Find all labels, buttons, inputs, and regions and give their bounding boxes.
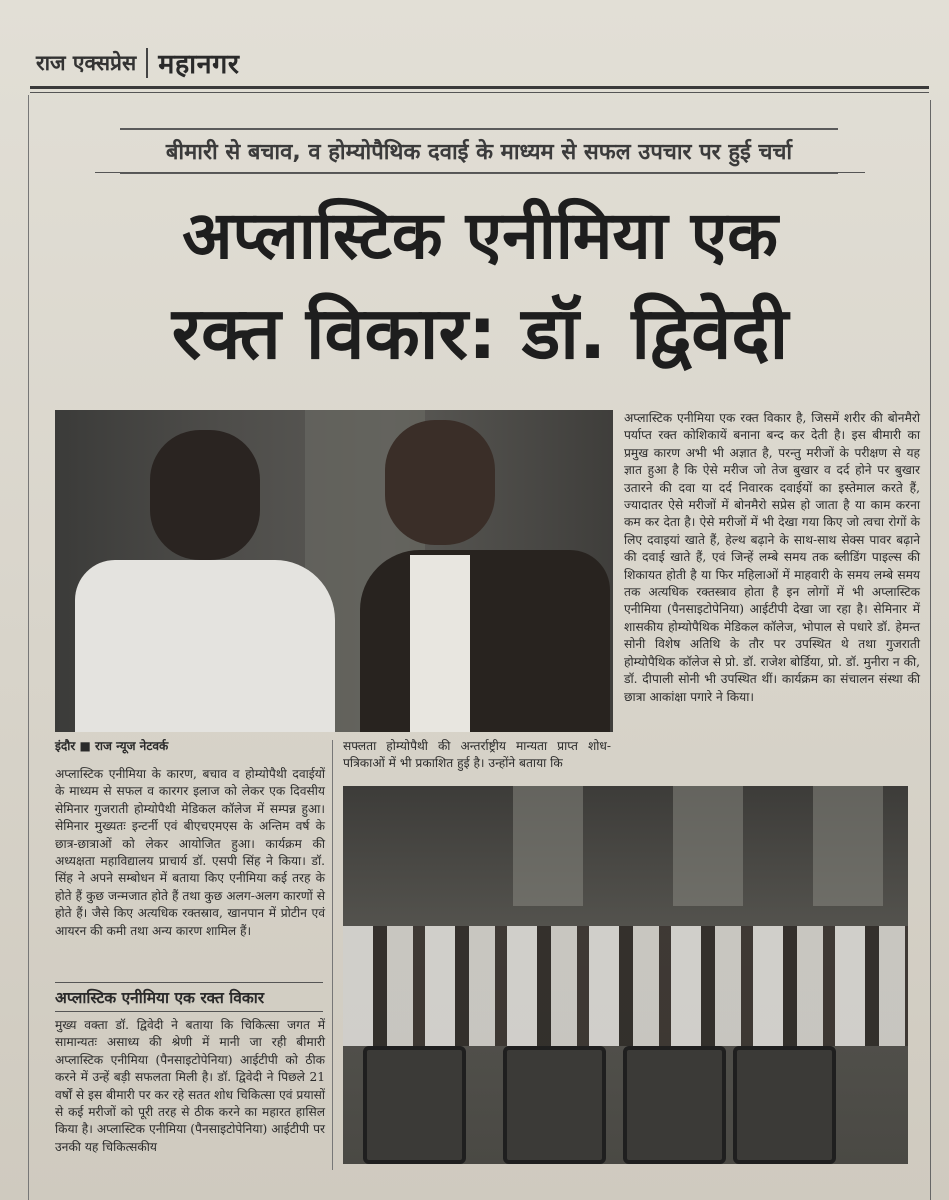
speakers-photo <box>55 410 613 732</box>
dateline: इंदौर ■ राज न्यूज नेटवर्क <box>55 739 169 753</box>
headline-line-1: अप्लास्टिक एनीमिया एक <box>182 197 778 274</box>
masthead-rule <box>30 86 929 89</box>
article-left-column-continued: मुख्य वक्ता डॉ. द्विवेदी ने बताया कि चिकित्सा जगत में सामान्यतः असाध्य की श्रेणी में मानी जा रही बीमारी अप्लास्टिक एनीमिया (पैनसाइटोपेनिया) आईटीपी को ठीक करने में उन्हें बड़ी सफलता मिली है। डॉ. द्विवेदी ने पिछले 21 वर्षों से इस बीमारी पर कर रहे सतत शोध चिकित्सा एवं प्रयासों से कई मरीजों को पूरी तरह से ठीक करने का महारत हासिल किया है। अप्लास्टिक एनीमिया (पैनसाइटोपेनिया) आईटीपी पर उनकी यह चिकित्सकीय <box>55 1018 325 1154</box>
left-frame-rule <box>28 95 29 1200</box>
headline-line-2: रक्त विकार: डॉ. द्विवेदी <box>171 291 789 375</box>
adjacent-column-edge <box>930 100 949 1200</box>
kicker-headline: बीमारी से बचाव, व होम्योपैथिक दवाई के माध्यम से सफल उपचार पर हुई चर्चा <box>120 128 838 174</box>
masthead-rule-thin <box>30 92 929 93</box>
audience-photo <box>343 786 908 1164</box>
masthead-divider <box>146 48 148 78</box>
chair <box>363 1046 466 1164</box>
chair <box>623 1046 726 1164</box>
article-subhead: अप्लास्टिक एनीमिया एक रक्त विकार <box>55 982 323 1012</box>
doctor-in-white-coat <box>75 560 335 732</box>
man-in-suit <box>360 550 610 732</box>
article-right-column: अप्लास्टिक एनीमिया एक रक्त विकार है, जिसमें शरीर की बोनमैरो पर्याप्त रक्त कोशिकायें बनाना बन्द कर देती है। इस बीमारी का प्रमुख कारण अभी भी अज्ञात है, परन्तु मरीजों के परीक्षण से यह ज्ञात हुआ है कि ऐसे मरीज जो तेज बुखार व दर्द होने पर बुखार उतारने की दवा या दर्द निवारक दवाईयों का इस्तेमाल करते हैं, ज्यादातर ऐसे मरीजों में बोनमैरो सप्रेस हो जाता है या काम करना कम कर देता है। ऐसे मरीजों में भी देखा गया किए जो त्वचा रोगों के लिए दवाइयां खाते हैं, हेल्थ बढ़ाने के साथ-साथ सेक्स पावर बढ़ाने की दवाई खाते हैं, एवं जिन्हें लम्बे समय तक ब्लीडिंग पाइल्स की शिकायत होती है या फिर महिलाओं में माहवारी के समय लम्बे समय तक अत्यधिक रक्तस्त्राव होता है इन लोगों में भी अप्लास्टिक एनीमिया (पैनसाइटोपेनिया) आईटीपी देखा जा रहा है। सेमिनार में शासकीय होम्योपैथिक मेडिकल कॉलेज, भोपाल से पधारे डॉ. हेमन्त सोनी विशेष अतिथि के तौर पर उपस्थित थे तथा गुजराती होम्योपैथिक कॉलेज से प्रो. डॉ. राजेश बोर्डिया, प्रो. डॉ. मुनीरा न की, डॉ. दीपाली सोनी भी उपस्थित थीं। कार्यक्रम का संचालन संस्था की छात्रा आकांक्षा पगारे ने किया। <box>624 411 920 704</box>
masthead <box>36 44 239 81</box>
section-title: महानगर <box>158 49 240 80</box>
seated-students <box>343 926 908 1046</box>
chair <box>733 1046 836 1164</box>
column-rule <box>332 740 333 1170</box>
article-mid-column: सफ्लता होम्योपैथी की अन्तर्राष्ट्रीय मान्यता प्राप्त शोध-पत्रिकाओं में भी प्रकाशित हुई है। उन्होंने बताया कि <box>343 739 611 771</box>
main-headline <box>60 188 900 382</box>
kicker-underline <box>95 172 865 173</box>
newspaper-brand: राज एक्सप्रेस <box>36 50 137 75</box>
article-left-column: अप्लास्टिक एनीमिया के कारण, बचाव व होम्योपैथी दवाईयों के माध्यम से सफल व कारगर इलाज को लेकर एक दिवसीय सेमिनार गुजराती होम्योपैथी मेडिकल कॉलेज में सम्पन्न हुआ। सेमिनार मुख्यतः इन्टर्नी एवं बीएचएमएस के अन्तिम वर्ष के छात्र-छात्राओं को लेकर आयोजित हुआ। कार्यक्रम की अध्यक्षता महाविद्यालय प्राचार्य डॉ. एसपी सिंह ने किया। डॉ. सिंह ने अपने सम्बोधन में बताया किए एनीमिया कई तरह के होते हैं कुछ जन्मजात होते हैं तथा कुछ अलग-अलग कारणों से होते हैं। जैसे किए अत्यधिक रक्तस्राव, खानपान में प्रोटीन एवं आयरन की कमी तथा अन्य कारण शामिल हैं। <box>55 767 325 938</box>
chair <box>503 1046 606 1164</box>
